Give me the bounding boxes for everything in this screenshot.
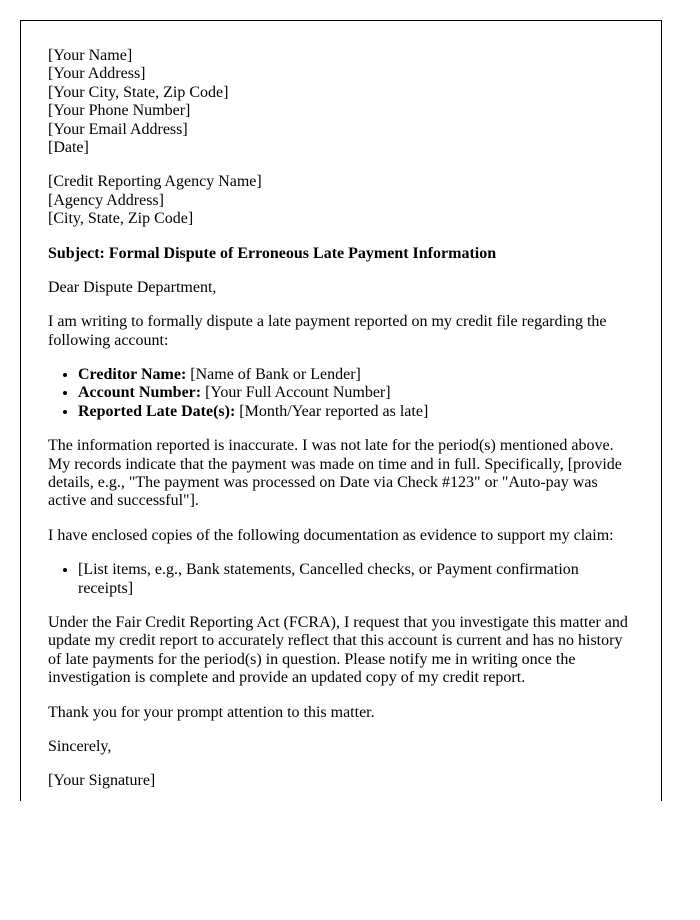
closing: Sincerely,: [48, 737, 112, 755]
subject-line: Subject: Formal Dispute of Erroneous Late Payment Information: [48, 244, 497, 262]
sender-address-line: [Your Address]: [48, 65, 146, 83]
evidence-intro: I have enclosed copies of the following documentation as evidence to support my claim:: [48, 526, 614, 544]
dispute-paragraph: The information reported is inaccurate. I was not late for the period(s) mentioned above. My records indicate that the payment was made on time and in full. Specifically, [provide details, e.g., "The payment was processed on Date via Check #123" or "Auto-pay was active and successful"].: [48, 437, 622, 510]
evidence-item: • [List items, e.g., Bank statements, Cancelled checks, or Payment confirmation receipts]: [78, 561, 633, 598]
account-detail-value: [Month/Year reported as late]: [239, 402, 429, 420]
account-detail-item: [78, 384, 633, 402]
sender-address-block: [48, 47, 633, 157]
account-detail-value: [Name of Bank or Lender]: [190, 366, 361, 384]
account-detail-value: [Your Full Account Number]: [205, 384, 391, 402]
evidence-list: [48, 561, 633, 598]
letter-date-line: [Date]: [48, 138, 89, 156]
salutation: Dear Dispute Department,: [48, 278, 217, 296]
account-detail-label: Creditor Name:: [78, 366, 187, 384]
account-detail-item: [78, 403, 633, 421]
sender-phone-line: [Your Phone Number]: [48, 102, 191, 120]
recipient-city-line: [City, State, Zip Code]: [48, 210, 194, 228]
recipient-address-block: [48, 173, 633, 228]
sender-email-line: [Your Email Address]: [48, 120, 188, 138]
signature-placeholder: [Your Signature]: [48, 772, 156, 790]
account-detail-label: Reported Late Date(s):: [78, 402, 236, 420]
recipient-address-line: [Agency Address]: [48, 191, 164, 209]
thanks-line: Thank you for your prompt attention to this matter.: [48, 703, 375, 721]
account-detail-item: [78, 366, 633, 384]
fcra-paragraph: Under the Fair Credit Reporting Act (FCRA), I request that you investigate this matter and update my credit report to accurately reflect that this account is current and has no history of late payments for the period(s) in question. Please notify me in writing once the investigation is complete and provide an updated copy of my credit report.: [48, 613, 628, 687]
account-details-list: [48, 366, 633, 421]
account-detail-label: Account Number:: [78, 384, 202, 402]
sender-city-line: [Your City, State, Zip Code]: [48, 83, 229, 101]
recipient-agency-line: [Credit Reporting Agency Name]: [48, 173, 262, 191]
intro-paragraph: I am writing to formally dispute a late payment reported on my credit file regarding the following account:: [48, 313, 607, 349]
letter-page: [20, 20, 662, 801]
sender-name-line: [Your Name]: [48, 47, 133, 64]
